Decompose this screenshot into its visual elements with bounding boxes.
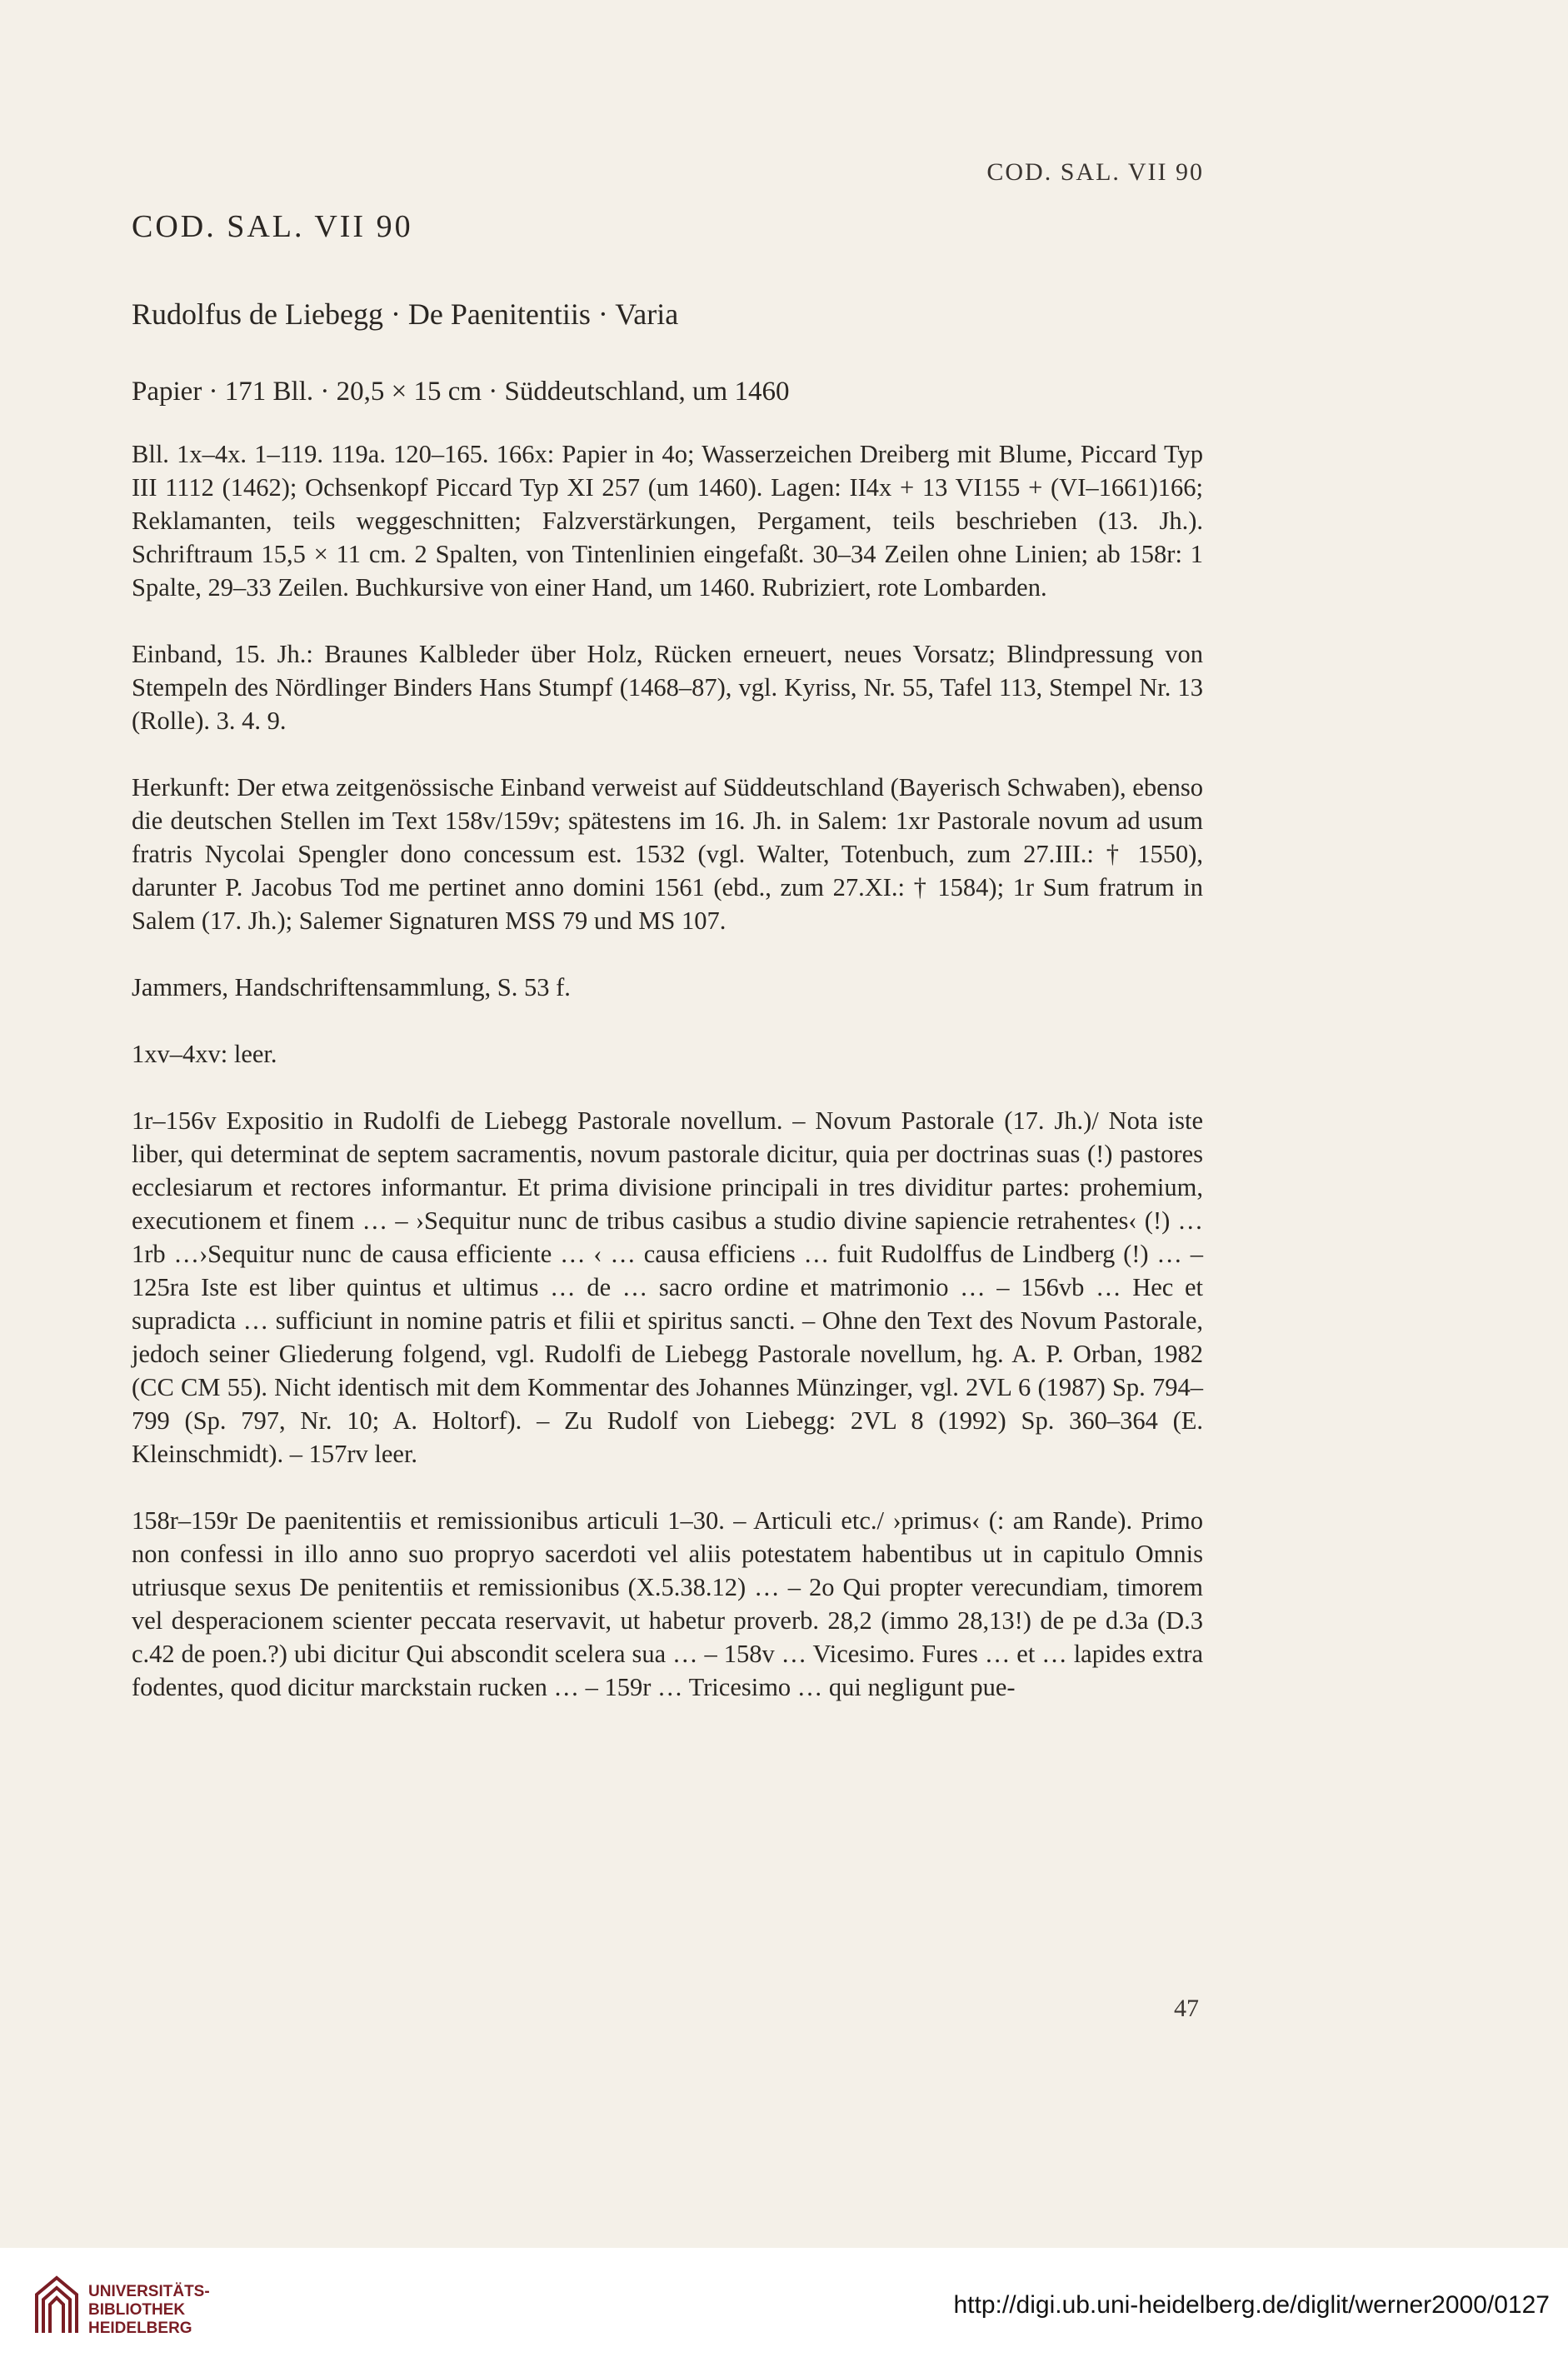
- library-name-line: UNIVERSITÄTS-: [88, 2283, 210, 2300]
- main-content: [132, 208, 1203, 1704]
- library-name-line: HEIDELBERG: [88, 2320, 192, 2337]
- library-name: [88, 2283, 210, 2338]
- literature-paragraph: Jammers, Handschriftensammlung, S. 53 f.: [132, 973, 571, 1001]
- library-logo-icon: [32, 2275, 82, 2336]
- contents-expositio: 1r–156v Expositio in Rudolfi de Liebegg Pastorale novellum. – Novum Pastorale (17. Jh.)/ Nota iste liber, qui determinat de septem sacramentis, novum pastorale dicitur, quia per doctrinas suas (!) pastores ecclesiarum et rectores informantur. Et prima divisione principali in tres dividitur partes: prohemium, executionem et finem … – ›Sequitur nunc de tribus casibus a studio divine sapiencie retrahentes‹ (!) … 1rb …›Sequitur nunc de causa efficiente … ‹ … causa efficiens … fuit Rudolffus de Lindberg (!) … – 125ra Iste est liber quintus et ultimus … de … sacro ordine et matrimonio … – 156vb … Hec et supradicta … sufficiunt in nomine patris et filii et spiritus sancti. – Ohne den Text des Novum Pastorale, jedoch seiner Gliederung folgend, vgl. Rudolfi de Liebegg Pastorale novellum, hg. A. P. Orban, 1982 (CC CM 55). Nicht identisch mit dem Kommentar des Johannes Münzinger, vgl. 2VL 6 (1987) Sp. 794–799 (Sp. 797, Nr. 10; A. Holtorf). – Zu Rudolf von Liebegg: 2VL 8 (1992) Sp. 360–364 (E. Kleinschmidt). – 157rv leer.: [132, 1106, 1203, 1468]
- provenance-paragraph: Herkunft: Der etwa zeitgenössische Einband verweist auf Süddeutschland (Bayerisch Schwaben), ebenso die deutschen Stellen im Text 158v/159v; spätestens im 16. Jh. in Salem: 1xr Pastorale novum ad usum fratris Nycolai Spengler dono concessum est. 1532 (vgl. Walter, Totenbuch, zum 27.III.: † 1550), darunter P. Jacobus Tod me pertinet anno domini 1561 (ebd., zum 27.XI.: † 1584); 1r Sum fratrum in Salem (17. Jh.); Salemer Signaturen MSS 79 und MS 107.: [132, 773, 1203, 935]
- contents-paenitentiis: 158r–159r De paenitentiis et remissionibus articuli 1–30. – Articuli etc./ ›primus‹ (: am Rande). Primo non confessi in illo anno suo propryo sacerdoti vel aliis potestatem habentibus ut in capitulo Omnis utriusque sexus De penitentiis et remissionibus (X.5.38.12) … – 2o Qui propter verecundiam, timorem vel desperacionem scienter peccata reservavit, ut habetur proverb. 28,2 (immo 28,13!) de pe d.3a (D.3 c.42 de poen.?) ubi dicitur Qui abscondit scelera sua … – 158v … Vicesimo. Fures … et … lapides extra fodentes, quod dicitur marckstain rucken … – 159r … Tricesimo … qui negligunt pue-: [132, 1506, 1203, 1701]
- codicology-paragraph: Bll. 1x–4x. 1–119. 119a. 120–165. 166x: Papier in 4o; Wasserzeichen Dreiberg mit Blume, Piccard Typ III 1112 (1462); Ochsenkopf Piccard Typ XI 257 (um 1460). Lagen: II4x + 13 VI155 + (VI–1661)166; Reklamanten, teils weggeschnitten; Falzverstärkungen, Pergament, teils beschrieben (13. Jh.). Schriftraum 15,5 × 11 cm. 2 Spalten, von Tintenlinien eingefaßt. 30–34 Zeilen ohne Linien; ab 158r: 1 Spalte, 29–33 Zeilen. Buchkursive von einer Hand, um 1460. Rubriziert, rote Lombarden.: [132, 440, 1203, 602]
- physical-description-heading: Papier · 171 Bll. · 20,5 × 15 cm · Süddeutschland, um 1460: [132, 377, 790, 407]
- manuscript-title: COD. SAL. VII 90: [132, 209, 413, 244]
- contents-blank-leaves: 1xv–4xv: leer.: [132, 1040, 277, 1068]
- work-heading: Rudolfus de Liebegg · De Paenitentiis · Varia: [132, 297, 679, 331]
- binding-paragraph: Einband, 15. Jh.: Braunes Kalbleder über Holz, Rücken erneuert, neues Vorsatz; Blindpressung von Stempeln des Nördlinger Binders Hans Stumpf (1468–87), vgl. Kyriss, Nr. 55, Tafel 113, Stempel Nr. 13 (Rolle). 3. 4. 9.: [132, 640, 1203, 735]
- footer-bar: [0, 2248, 1568, 2372]
- library-name-line: BIBLIOTHEK: [88, 2301, 186, 2319]
- running-head: COD. SAL. VII 90: [986, 158, 1204, 186]
- source-url-link[interactable]: http://digi.ub.uni-heidelberg.de/diglit/werner2000/0127: [953, 2291, 1550, 2319]
- page-number: 47: [1174, 1995, 1199, 2022]
